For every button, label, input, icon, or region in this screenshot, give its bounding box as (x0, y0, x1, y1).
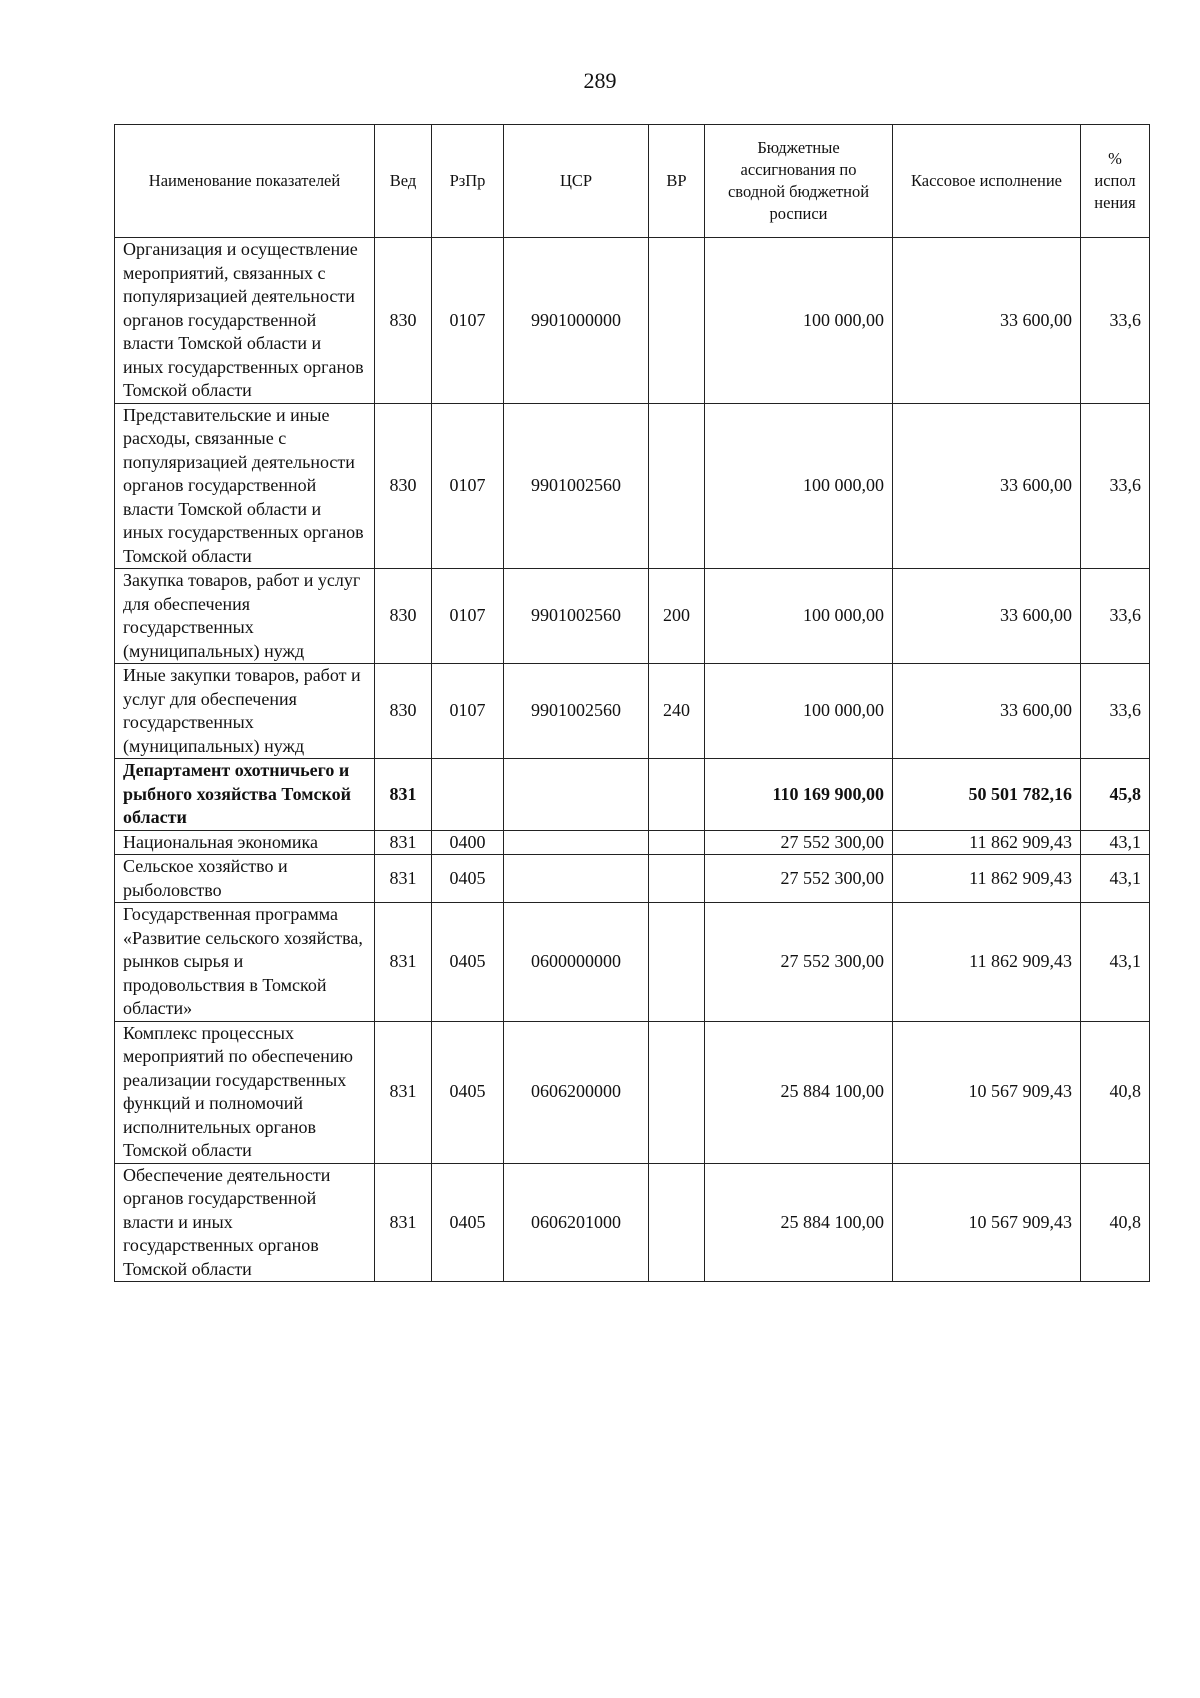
cell-vr: 240 (649, 664, 705, 759)
cell-name: Департамент охотничьего и рыбного хозяйства Томской области (115, 759, 375, 831)
cell-budget: 25 884 100,00 (705, 1163, 893, 1282)
cell-vr (649, 1163, 705, 1282)
header-row (115, 125, 1150, 238)
cell-ved: 830 (375, 569, 432, 664)
table-row (115, 1163, 1150, 1282)
cell-rzpr: 0107 (432, 238, 504, 404)
header-rzpr: РзПр (432, 125, 504, 238)
cell-name: Организация и осуществление мероприятий, связанных с популяризацией деятельности органов государственной власти Томской области и иных государственных органов Томской области (115, 238, 375, 404)
cell-cash: 11 862 909,43 (893, 855, 1081, 903)
cell-name: Закупка товаров, работ и услуг для обеспечения государственных (муниципальных) нужд (115, 569, 375, 664)
cell-csr (504, 855, 649, 903)
cell-cash: 11 862 909,43 (893, 903, 1081, 1022)
cell-budget: 100 000,00 (705, 403, 893, 569)
cell-csr: 0606200000 (504, 1021, 649, 1163)
budget-execution-table (114, 124, 1150, 1282)
cell-csr: 0600000000 (504, 903, 649, 1022)
cell-cash: 50 501 782,16 (893, 759, 1081, 831)
cell-name: Комплекс процессных мероприятий по обеспечению реализации государственных функций и полномочий исполнительных органов Томской области (115, 1021, 375, 1163)
cell-vr (649, 1021, 705, 1163)
cell-budget: 25 884 100,00 (705, 1021, 893, 1163)
header-budget: Бюджетные ассигнования по сводной бюджетной росписи (705, 125, 893, 238)
cell-rzpr: 0405 (432, 1021, 504, 1163)
cell-csr (504, 759, 649, 831)
cell-percent: 33,6 (1081, 403, 1150, 569)
cell-vr (649, 403, 705, 569)
cell-ved: 831 (375, 1021, 432, 1163)
cell-percent: 43,1 (1081, 830, 1150, 855)
table-body (115, 238, 1150, 1282)
cell-percent: 33,6 (1081, 569, 1150, 664)
cell-name: Национальная экономика (115, 830, 375, 855)
cell-budget: 27 552 300,00 (705, 855, 893, 903)
cell-percent: 45,8 (1081, 759, 1150, 831)
table-row (115, 403, 1150, 569)
cell-name: Сельское хозяйство и рыболовство (115, 855, 375, 903)
cell-percent: 43,1 (1081, 855, 1150, 903)
header-cash: Кассовое исполнение (893, 125, 1081, 238)
cell-budget: 27 552 300,00 (705, 830, 893, 855)
header-csr: ЦСР (504, 125, 649, 238)
cell-cash: 11 862 909,43 (893, 830, 1081, 855)
cell-rzpr: 0405 (432, 903, 504, 1022)
cell-percent: 33,6 (1081, 664, 1150, 759)
cell-rzpr: 0107 (432, 664, 504, 759)
cell-csr: 9901002560 (504, 403, 649, 569)
page-number: 289 (583, 68, 617, 93)
cell-vr (649, 903, 705, 1022)
table-row (115, 759, 1150, 831)
cell-vr: 200 (649, 569, 705, 664)
cell-rzpr: 0107 (432, 569, 504, 664)
cell-csr: 9901002560 (504, 664, 649, 759)
header-vr: ВР (649, 125, 705, 238)
cell-cash: 33 600,00 (893, 403, 1081, 569)
cell-ved: 831 (375, 830, 432, 855)
cell-ved: 830 (375, 664, 432, 759)
table-row (115, 569, 1150, 664)
cell-vr (649, 830, 705, 855)
table-row (115, 1021, 1150, 1163)
table-row (115, 664, 1150, 759)
cell-budget: 27 552 300,00 (705, 903, 893, 1022)
table-row (115, 238, 1150, 404)
cell-vr (649, 855, 705, 903)
cell-cash: 33 600,00 (893, 664, 1081, 759)
cell-cash: 10 567 909,43 (893, 1021, 1081, 1163)
cell-budget: 100 000,00 (705, 238, 893, 404)
table-row (115, 855, 1150, 903)
cell-rzpr: 0405 (432, 1163, 504, 1282)
table-row (115, 830, 1150, 855)
cell-rzpr: 0400 (432, 830, 504, 855)
cell-ved: 831 (375, 759, 432, 831)
cell-percent: 33,6 (1081, 238, 1150, 404)
cell-name: Обеспечение деятельности органов государственной власти и иных государственных органов Томской области (115, 1163, 375, 1282)
cell-ved: 830 (375, 403, 432, 569)
cell-rzpr (432, 759, 504, 831)
cell-ved: 830 (375, 238, 432, 404)
cell-budget: 100 000,00 (705, 664, 893, 759)
cell-cash: 33 600,00 (893, 569, 1081, 664)
cell-cash: 10 567 909,43 (893, 1163, 1081, 1282)
cell-budget: 110 169 900,00 (705, 759, 893, 831)
header-ved: Вед (375, 125, 432, 238)
cell-csr: 9901000000 (504, 238, 649, 404)
cell-vr (649, 238, 705, 404)
cell-rzpr: 0107 (432, 403, 504, 569)
cell-budget: 100 000,00 (705, 569, 893, 664)
header-name: Наименование показателей (115, 125, 375, 238)
cell-percent: 43,1 (1081, 903, 1150, 1022)
header-percent: % испол нения (1081, 125, 1150, 238)
cell-csr (504, 830, 649, 855)
cell-rzpr: 0405 (432, 855, 504, 903)
cell-csr: 0606201000 (504, 1163, 649, 1282)
cell-ved: 831 (375, 1163, 432, 1282)
cell-name: Представительские и иные расходы, связанные с популяризацией деятельности органов государственной власти Томской области и иных государственных органов Томской области (115, 403, 375, 569)
cell-percent: 40,8 (1081, 1163, 1150, 1282)
cell-csr: 9901002560 (504, 569, 649, 664)
table-row (115, 903, 1150, 1022)
cell-ved: 831 (375, 855, 432, 903)
cell-cash: 33 600,00 (893, 238, 1081, 404)
cell-name: Иные закупки товаров, работ и услуг для обеспечения государственных (муниципальных) нужд (115, 664, 375, 759)
cell-ved: 831 (375, 903, 432, 1022)
cell-vr (649, 759, 705, 831)
cell-percent: 40,8 (1081, 1021, 1150, 1163)
cell-name: Государственная программа «Развитие сельского хозяйства, рынков сырья и продовольствия в Томской области» (115, 903, 375, 1022)
